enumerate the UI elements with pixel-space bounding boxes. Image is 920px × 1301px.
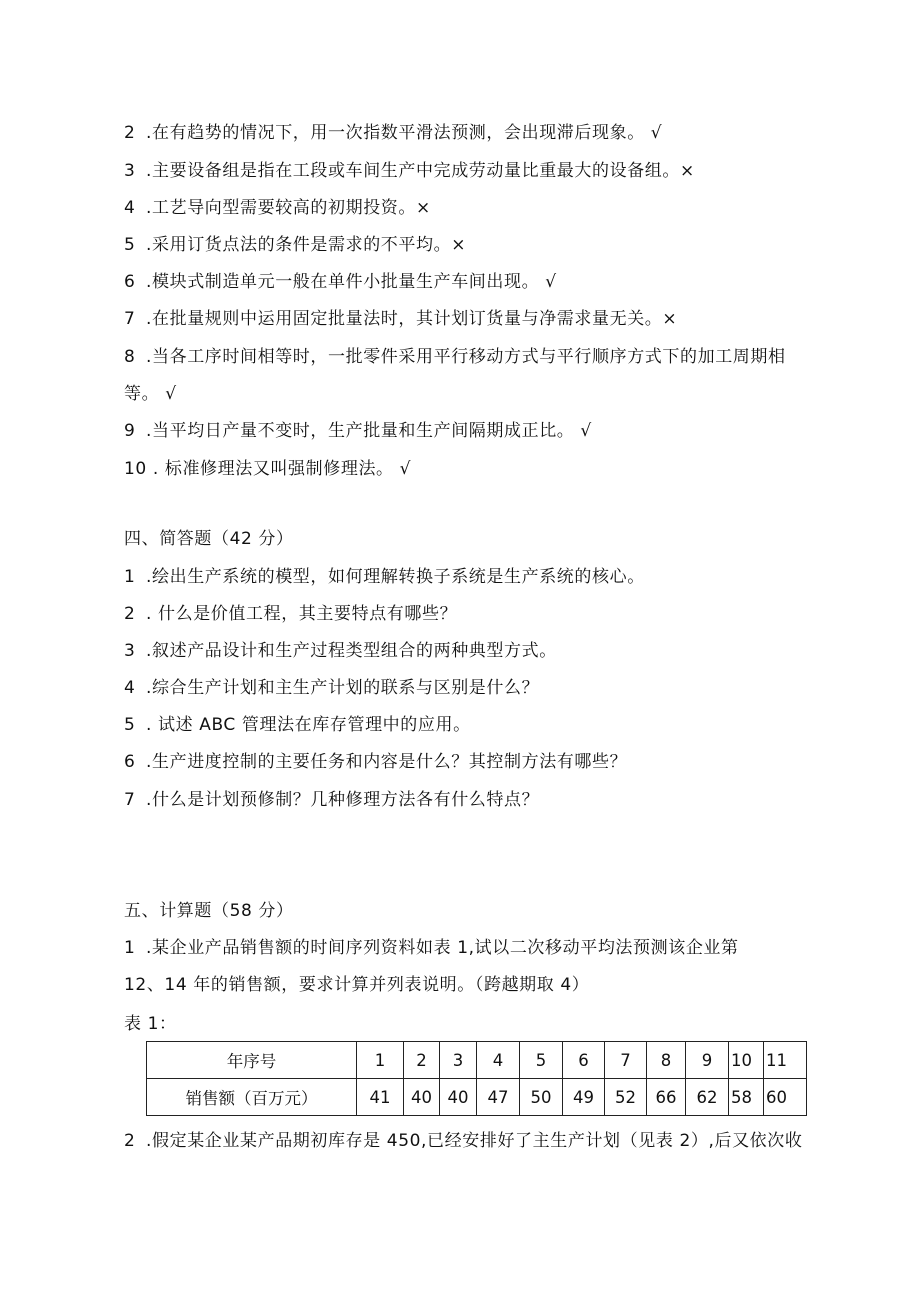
table-cell: 47 (477, 1079, 520, 1116)
table-cell: 41 (357, 1079, 404, 1116)
table-row-sales (147, 1079, 807, 1116)
table-cell: 66 (647, 1079, 686, 1116)
table-cell: 7 (605, 1042, 647, 1079)
table-cell: 4 (477, 1042, 520, 1079)
section5-title: 五、计算题（58 分） (124, 901, 294, 921)
judgement-item-9: 9 .当平均日产量不变时，生产批量和生产间隔期成正比。 √ (124, 421, 592, 441)
judgement-item-2: 2 .在有趋势的情况下，用一次指数平滑法预测，会出现滞后现象。 √ (124, 123, 663, 143)
table-cell: 58 (729, 1079, 764, 1116)
judgement-item-8: 8 .当各工序时间相等时，一批零件采用平行移动方式与平行顺序方式下的加工周期相 (124, 347, 786, 367)
table-cell: 8 (647, 1042, 686, 1079)
section4-item-1: 1 .绘出生产系统的模型，如何理解转换子系统是生产系统的核心。 (124, 567, 645, 587)
section4-item-7: 7 .什么是计划预修制？几种修理方法各有什么特点？ (124, 790, 540, 810)
judgement-item-8-cont: 等。 √ (124, 384, 177, 404)
section4-item-2: 2 . 什么是价值工程，其主要特点有哪些？ (124, 604, 458, 624)
judgement-item-6: 6 .模块式制造单元一般在单件小批量生产车间出现。 √ (124, 272, 557, 292)
table-cell: 40 (440, 1079, 477, 1116)
judgement-item-4: 4 .工艺导向型需要较高的初期投资。× (124, 198, 431, 218)
table-cell: 60 (764, 1079, 807, 1116)
table-cell: 1 (357, 1042, 404, 1079)
table-header-year: 年序号 (147, 1042, 357, 1079)
table-cell: 2 (404, 1042, 440, 1079)
table-header-sales: 销售额（百万元） (147, 1079, 357, 1116)
section4-item-4: 4 .综合生产计划和主生产计划的联系与区别是什么？ (124, 678, 540, 698)
table-cell: 50 (520, 1079, 563, 1116)
table-cell: 10 (729, 1042, 764, 1079)
section5-q1-line2: 12、14 年的销售额，要求计算并列表说明。（跨越期取 4） (124, 975, 590, 995)
judgement-item-3: 3 .主要设备组是指在工段或车间生产中完成劳动量比重最大的设备组。× (124, 161, 695, 181)
section5-q2-line: 2 .假定某企业某产品期初库存是 450,已经安排好了主生产计划（见表 2）,后又依次收 (124, 1131, 803, 1151)
table-cell: 62 (686, 1079, 729, 1116)
table-cell: 9 (686, 1042, 729, 1079)
table-cell: 52 (605, 1079, 647, 1116)
section4-item-6: 6 .生产进度控制的主要任务和内容是什么？其控制方法有哪些？ (124, 752, 628, 772)
table-caption: 表 1： (124, 1014, 177, 1034)
table-cell: 49 (563, 1079, 605, 1116)
table-cell: 6 (563, 1042, 605, 1079)
table-cell: 11 (764, 1042, 807, 1079)
section4-item-5: 5 . 试述 ABC 管理法在库存管理中的应用。 (124, 715, 471, 735)
section5-q1-line1: 1 .某企业产品销售额的时间序列资料如表 1,试以二次移动平均法预测该企业第 (124, 938, 739, 958)
table-cell: 3 (440, 1042, 477, 1079)
section4-title: 四、简答题（42 分） (124, 529, 294, 549)
section4-item-3: 3 .叙述产品设计和生产过程类型组合的两种典型方式。 (124, 641, 557, 661)
sales-table (146, 1041, 807, 1116)
table-row-year (147, 1042, 807, 1079)
judgement-item-10: 10 . 标准修理法又叫强制修理法。 √ (124, 459, 412, 479)
judgement-item-5: 5 .采用订货点法的条件是需求的不平均。× (124, 235, 467, 255)
table-cell: 5 (520, 1042, 563, 1079)
table-cell: 40 (404, 1079, 440, 1116)
judgement-item-7: 7 .在批量规则中运用固定批量法时，其计划订货量与净需求量无关。× (124, 309, 678, 329)
